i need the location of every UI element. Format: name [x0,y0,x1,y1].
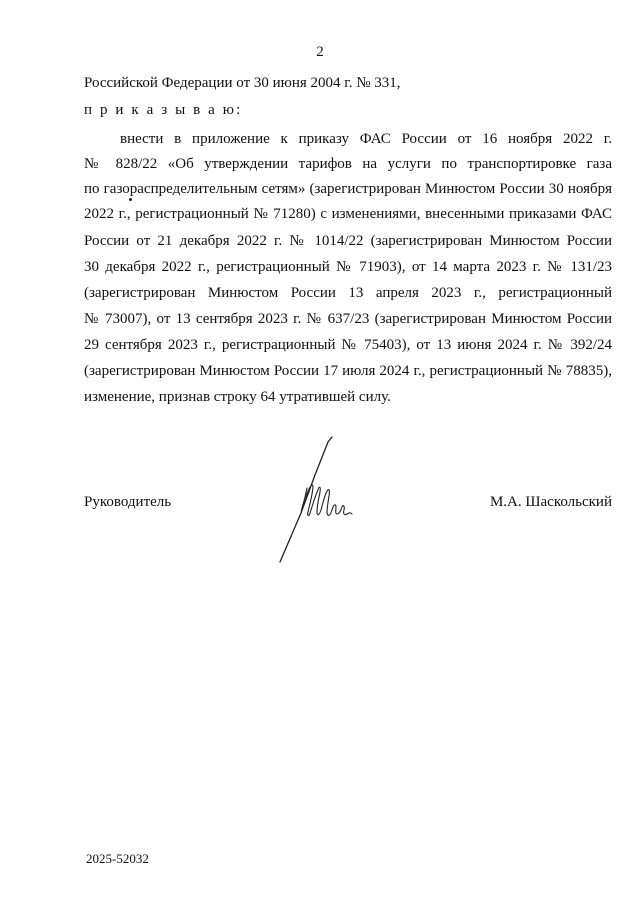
body-line-7: (зарегистрирован Минюстом России 13 апреля 2023 г., регистрационный [84,285,612,301]
body-line-4: 2022 г., регистрационный № 71280) с изменениями, внесенными приказами ФАС [84,206,612,222]
page-number: 2 [316,44,324,60]
body-line-5: России от 21 декабря 2022 г. № 1014/22 (зарегистрирован Минюстом России [84,233,612,249]
body-line-3: по газораспределительным сетям» (зарегистрирован Минюстом России 30 ноября [84,181,612,197]
body-line-2: № 828/22 «Об утверждении тарифов на услуги по транспортировке газа [84,156,612,172]
body-line-10: (зарегистрирован Минюстом России 17 июля 2024 г., регистрационный № 78835), [84,363,612,379]
body-line-11: изменение, признав строку 64 утратившей силу. [84,389,391,405]
signature-image [270,430,370,570]
body-line-8: № 73007), от 13 сентября 2023 г. № 637/23 (зарегистрирован Минюстом России [84,311,612,327]
document-number: 2025-52032 [86,851,149,866]
body-line-6: 30 декабря 2022 г., регистрационный № 71903), от 14 марта 2023 г. № 131/23 [84,259,612,275]
continuation-line: Российской Федерации от 30 июня 2004 г. № 331, [84,75,401,91]
body-line-1: внести в приложение к приказу ФАС России от 16 ноября 2022 г. [120,131,612,147]
scan-dot [129,198,132,201]
signature-name: М.А. Шаскольский [489,494,612,510]
signature-title: Руководитель [84,494,172,510]
order-word: п р и к а з ы в а ю: [84,102,243,118]
body-line-9: 29 сентября 2023 г., регистрационный № 75403), от 13 июня 2024 г. № 392/24 [84,337,612,353]
